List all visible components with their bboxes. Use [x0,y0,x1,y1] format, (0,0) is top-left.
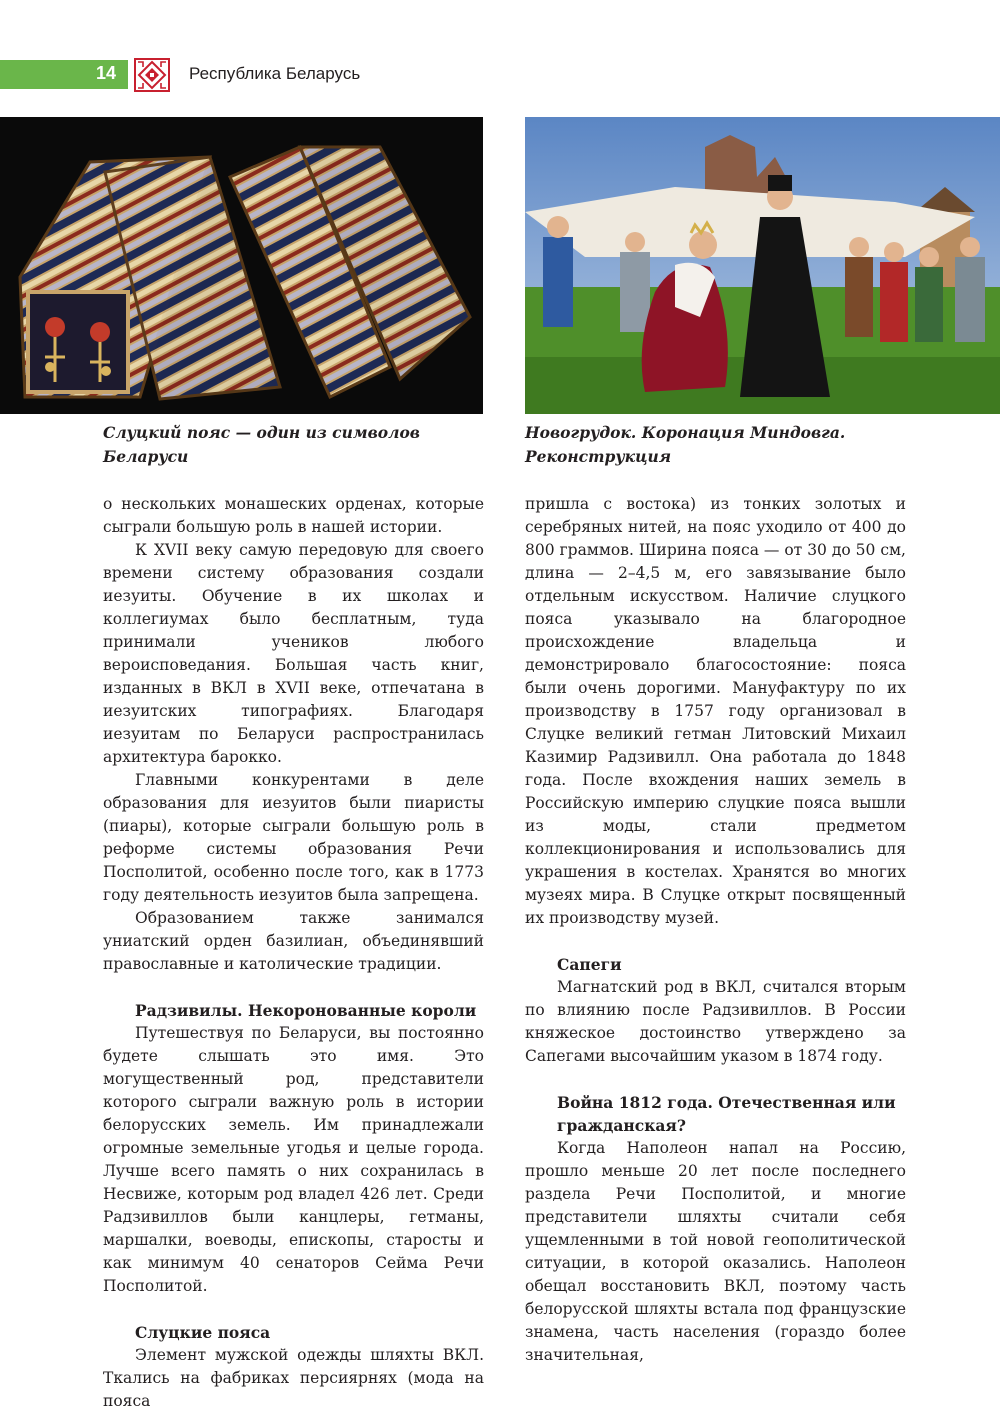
paragraph: Элемент мужской одежды шляхты ВКЛ. Ткались на фабриках персиярнях (мода на пояса [103,1346,484,1410]
paragraph: о нескольких монашеских орденах, которые сыграли большую роль в нашей истории. [103,495,484,536]
paragraph: К XVII веку самую передовую для своего времени систему образования создали иезуиты. Обучение в их школах и коллегиумах было бесплатным, туда принимали учеников любого вероисповедания. Большая часть книг, изданных в ВКЛ в XVII веке, отпечатана в иезуитских типографиях. Благодаря иезуитам по Беларуси распространилась архитектура барокко. [103,541,484,766]
belarusian-ornament-icon [134,58,170,92]
section-heading-slutsk-belts: Слуцкие пояса [135,1323,271,1342]
figure-caption-coronation: Новогрудок. Коронация Миндовга. Реконструкция [525,423,846,466]
text-column-right [525,493,906,1367]
figure-caption-slutsk-belt: Слуцкий пояс — один из символов Беларуси [103,423,420,466]
coronation-reconstruction-photo [525,117,1000,414]
paragraph: Образованием также занимался униатский орден базилиан, объединявший православные и католические традиции. [103,909,484,973]
page-number: 14 [96,63,117,83]
section-title: Республика Беларусь [189,64,361,83]
paragraph: пришла с востока) из тонких золотых и серебряных нитей, на пояс уходило от 400 до 800 граммов. Ширина пояса — от 30 до 50 см, длина — 2–4,5 м, его завязывание было отдельным искусством. Наличие слуцкого пояса указывало на благородное происхождение владельца и демонстрировало благосостояние: пояса были очень дорогими. Мануфактуру по их производству в 1757 году организовал в Слуцке великий гетман Литовский Михаил Казимир Радзивилл. Она работала до 1848 года. После вхождения наших земель в Российскую империю слуцкие пояса вышли из моды, стали предметом коллекционирования и использовались для украшения в костелах. Хранятся во многих музеях мира. В Слуцке открыт посвященный их производству музей. [525,495,906,927]
slutsk-belt-photo [0,117,483,414]
paragraph: Путешествуя по Беларуси, вы постоянно будете слышать это имя. Это могущественный род, представители которого сыграли важную роль в истории белорусских земель. Им принадлежали огромные земельные угодья и целые города. Лучше всего память о них сохранилась в Несвиже, которым род владел 426 лет. Среди Радзивиллов были канцлеры, гетманы, маршалки, воеводы, епископы, старосты и как минимум 40 сенаторов Сейма Речи Посполитой. [103,1024,484,1295]
section-heading-sapieha: Сапеги [557,955,622,974]
paragraph: Магнатский род в ВКЛ, считался вторым по влиянию после Радзивиллов. В России княжеское достоинство утверждено за Сапегами высочайшим указом в 1874 году. [525,978,906,1065]
paragraph: Главными конкурентами в деле образования для иезуитов были пиаристы (пиары), которые сыграли большую роль в реформе системы образования Речи Посполитой, особенно после того, как в 1773 году деятельность иезуитов была запрещена. [103,771,484,904]
paragraph: Когда Наполеон напал на Россию, прошло меньше 20 лет после последнего раздела Речи Посполитой, и многие представители шляхты считали себя ущемленными в той новой геополитической ситуации, в которой оказались. Наполеон обещал восстановить ВКЛ, поэтому часть белорусской шляхты встала под французские знамена, часть населения (гораздо более значительная, [525,1139,906,1364]
section-heading-radziwill: Радзивилы. Некоронованные короли [135,1001,477,1020]
section-heading-war-1812: Война 1812 года. Отечественная или гражданская? [557,1093,896,1135]
text-column-left [103,493,484,1413]
